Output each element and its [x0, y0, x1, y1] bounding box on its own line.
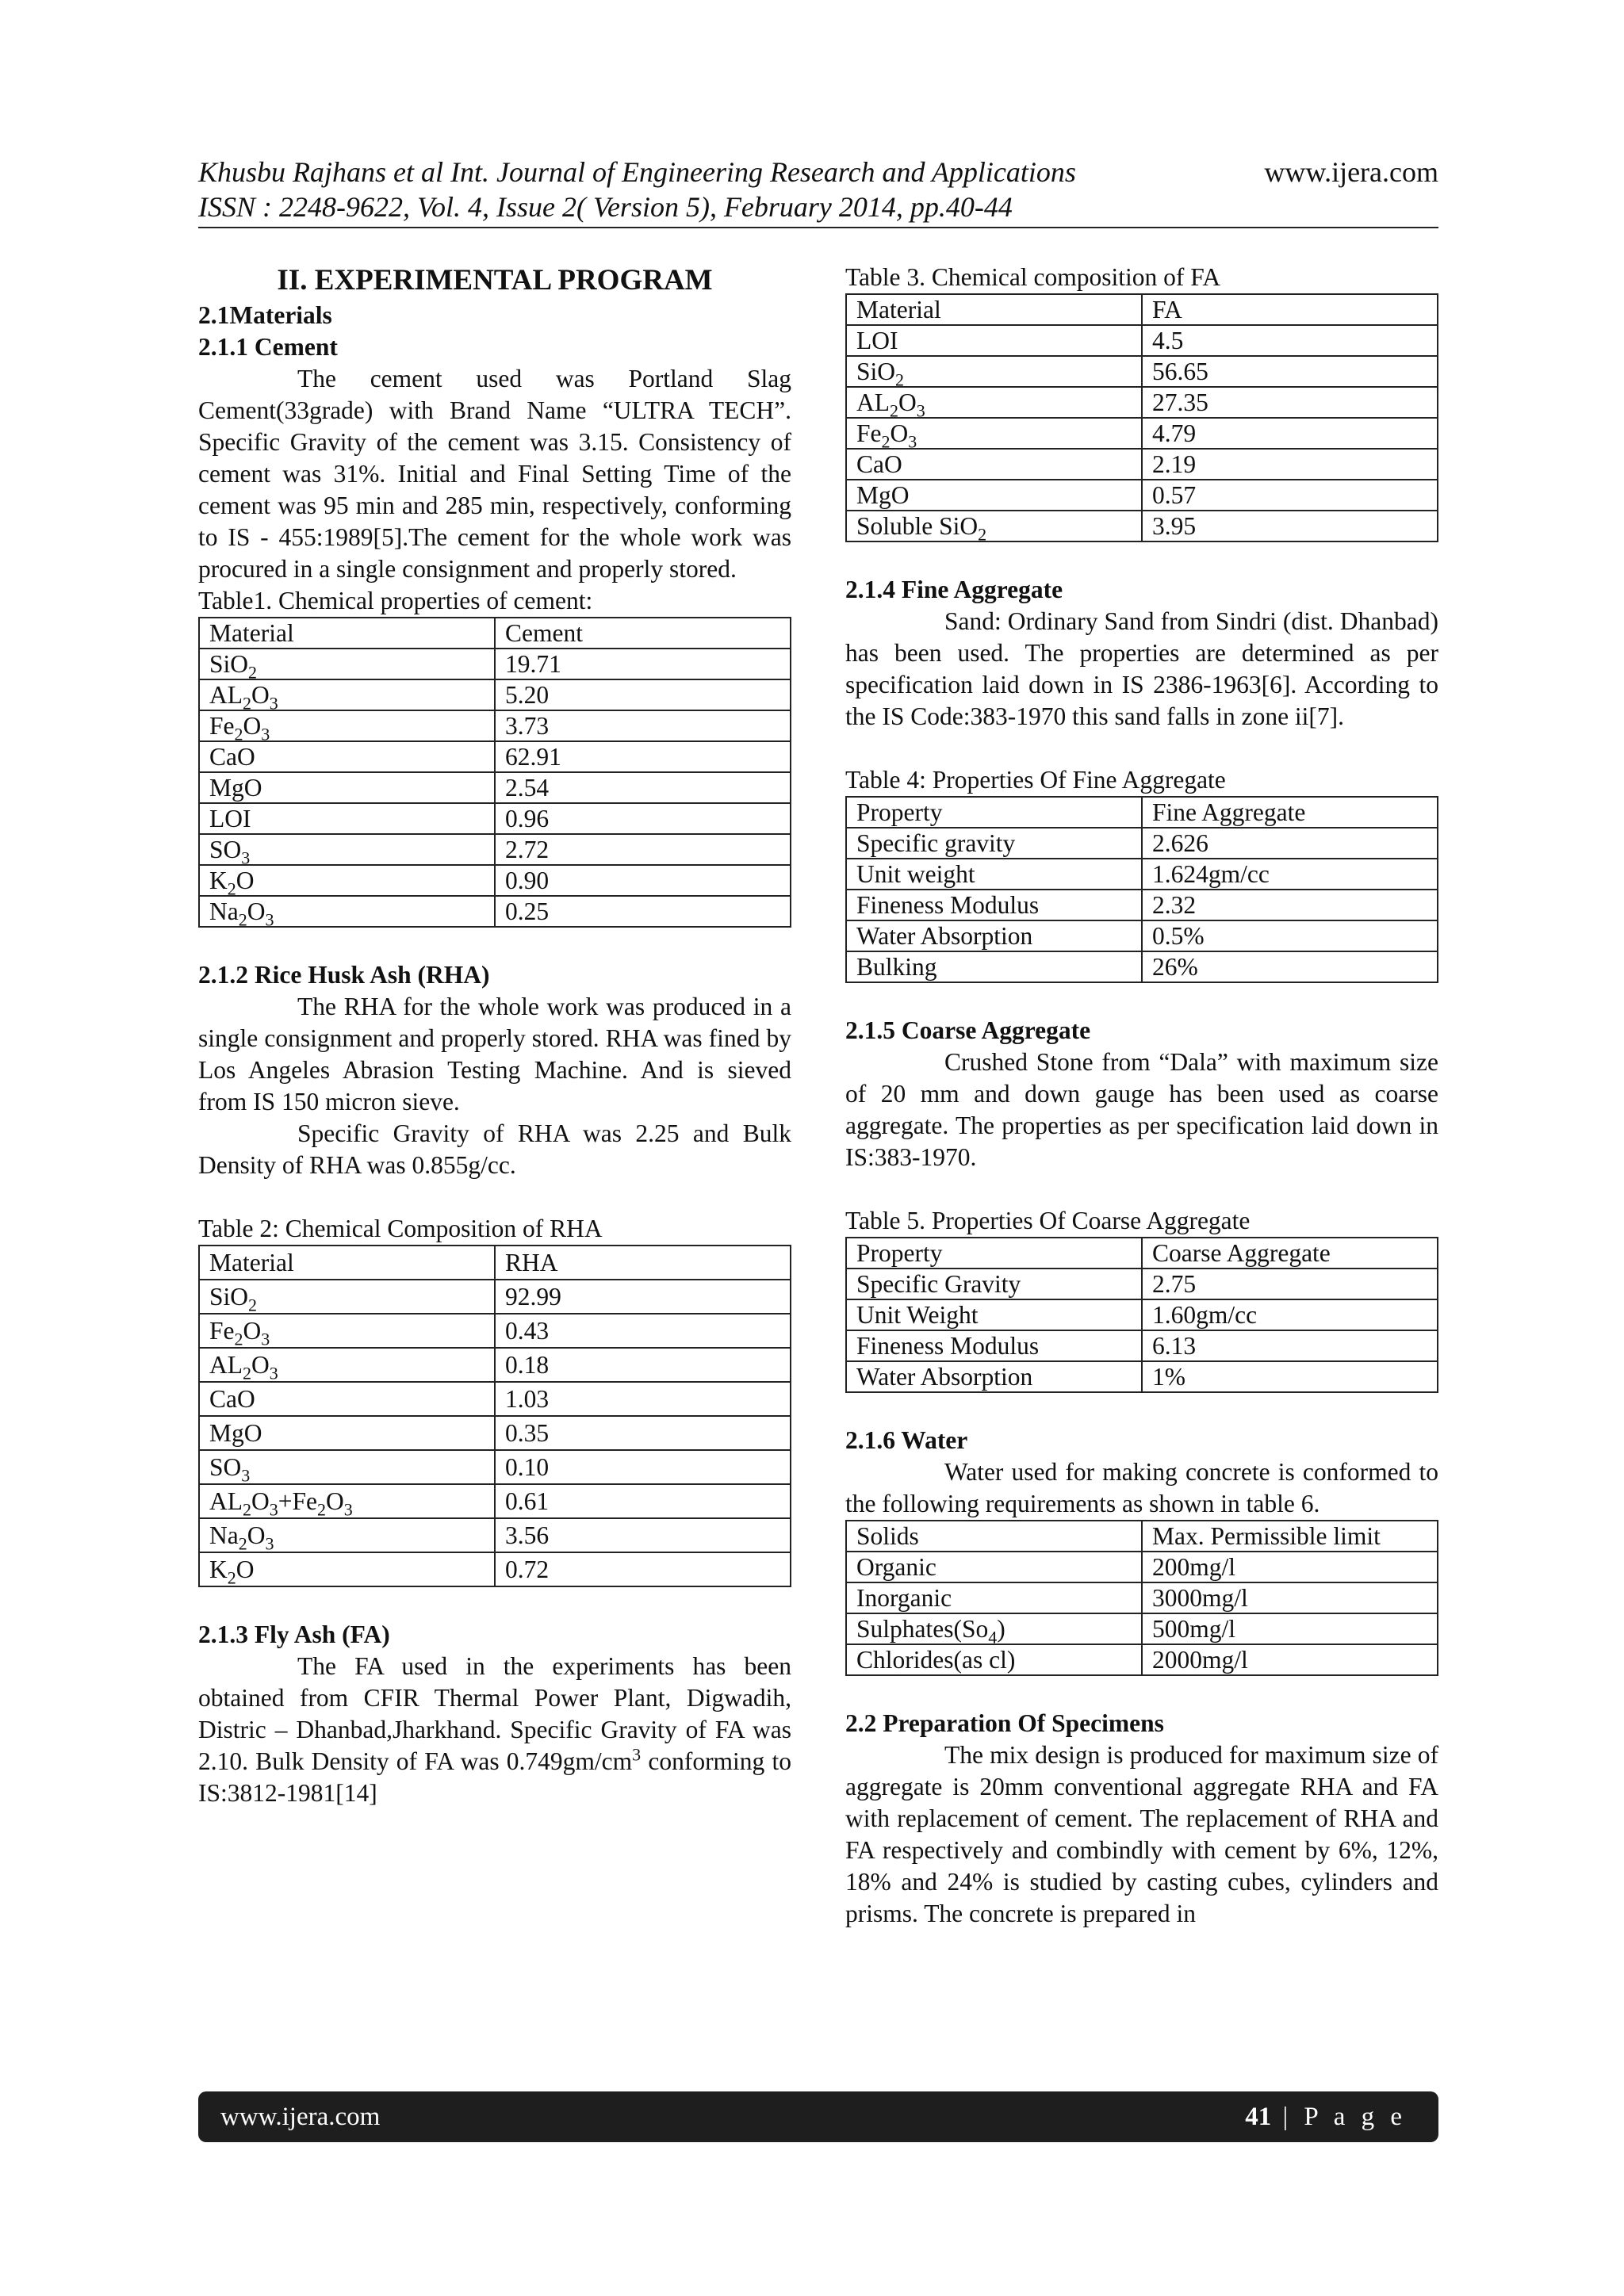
table-row	[199, 1348, 791, 1382]
table-cell-label: $AL_2O_3$	[846, 387, 1142, 418]
table-cell-value: FA	[1142, 294, 1438, 325]
table-cell-label: LOI	[199, 803, 495, 834]
table-row	[846, 1644, 1438, 1675]
cement-paragraph: The cement used was Portland Slag Cement(33grade) with Brand Name “ULTRA TECH”. Specific Gravity of the cement was 3.15. Consistency of cement was 31%. Initial and Final Setting Time of the cement was 95 min and 285 min, respectively, conforming to IS - 455:1989[5].The cement for the whole work was procured in a single consignment and properly stored.	[198, 365, 791, 583]
table-cell-value: 5.20	[495, 679, 791, 710]
table-cell-label: $Na_2O_3$	[199, 1518, 495, 1552]
table-cell-label: Soluble SiO$_2$	[846, 511, 1142, 541]
table-row	[846, 511, 1438, 541]
table-cell-value: 0.5%	[1142, 920, 1438, 951]
table-cell-value: 200mg/l	[1142, 1552, 1438, 1582]
table-cell-label: Bulking	[846, 951, 1142, 982]
table-cell-label: Fineness Modulus	[846, 890, 1142, 920]
table-cell-value: 4.79	[1142, 418, 1438, 449]
table-row	[846, 356, 1438, 387]
table-cell-value: 1.03	[495, 1382, 791, 1416]
table-row	[846, 480, 1438, 511]
table-row	[846, 797, 1438, 828]
table-cell-label: Material	[199, 618, 495, 649]
table-cell-value: 4.5	[1142, 325, 1438, 356]
table-cell-label: $SO_3$	[199, 1450, 495, 1484]
table-cell-label: Material	[846, 294, 1142, 325]
table-cell-value: RHA	[495, 1246, 791, 1280]
table-cell-label: $Sulphates(So_4)$	[846, 1613, 1142, 1644]
table-cell-label: SiO$_2$	[199, 649, 495, 679]
table-row	[846, 1269, 1438, 1299]
table-cell-value: 92.99	[495, 1280, 791, 1314]
table-cell-value: 2.626	[1142, 828, 1438, 859]
cement-properties-table	[198, 617, 791, 928]
table-row	[846, 1238, 1438, 1269]
table-cell-label: $AL_2O_3$	[199, 1348, 495, 1382]
table-cell-label: CaO	[846, 449, 1142, 480]
table-cell-value: 0.35	[495, 1416, 791, 1450]
table-row	[846, 890, 1438, 920]
table-cell-value: Coarse Aggregate	[1142, 1238, 1438, 1269]
table-cell-value: 2.32	[1142, 890, 1438, 920]
table-row	[199, 649, 791, 679]
table-row	[846, 920, 1438, 951]
water-heading: 2.1.6 Water	[845, 1426, 968, 1454]
table-cell-value: 56.65	[1142, 356, 1438, 387]
table-row	[199, 1484, 791, 1518]
table-row	[846, 449, 1438, 480]
table-row	[199, 772, 791, 803]
table-row	[199, 834, 791, 865]
table-row	[846, 1330, 1438, 1361]
coarse-aggregate-table	[845, 1237, 1438, 1393]
table-row	[846, 387, 1438, 418]
footer-site-link[interactable]: www.ijera.com	[220, 2103, 381, 2131]
section-title: II. EXPERIMENTAL PROGRAM	[277, 264, 713, 297]
rha-composition-table	[198, 1245, 791, 1587]
water-paragraph: Water used for making concrete is conformed to the following requirements as shown in table 6.	[845, 1458, 1438, 1517]
rha-heading: 2.1.2 Rice Husk Ash (RHA)	[198, 961, 490, 989]
table-cell-value: 26%	[1142, 951, 1438, 982]
preparation-paragraph: The mix design is produced for maximum size of aggregate is 20mm conventional aggregate RHA and FA with replacement of cement. The replacement of RHA and FA respectively and combindly with cement by 6%, 12%, 18% and 24% is studied by casting cubes, cylinders and prisms. The concrete is prepared in	[845, 1741, 1438, 1927]
table4-caption: Table 4: Properties Of Fine Aggregate	[845, 766, 1226, 794]
table-row	[846, 1361, 1438, 1392]
table5-caption: Table 5. Properties Of Coarse Aggregate	[845, 1207, 1251, 1234]
coarse-aggregate-heading: 2.1.5 Coarse Aggregate	[845, 1016, 1091, 1044]
table-cell-label: $K_2O$	[199, 1552, 495, 1586]
table-row	[846, 828, 1438, 859]
materials-heading: 2.1Materials	[198, 301, 332, 329]
table-cell-value: 500mg/l	[1142, 1613, 1438, 1644]
table-row	[199, 1552, 791, 1586]
page-number: 41 | P a g e	[1245, 2103, 1407, 2131]
table-cell-value: 2.19	[1142, 449, 1438, 480]
table-row	[199, 1518, 791, 1552]
table-row	[199, 1450, 791, 1484]
table-row	[846, 1552, 1438, 1582]
table-cell-label: CaO	[199, 1382, 495, 1416]
table-cell-value: 0.72	[495, 1552, 791, 1586]
table-cell-value: 19.71	[495, 649, 791, 679]
table-cell-value: 0.25	[495, 896, 791, 927]
header-site-link[interactable]: www.ijera.com	[1264, 156, 1438, 188]
table-row	[199, 1246, 791, 1280]
table-row	[846, 951, 1438, 982]
table-cell-value: 27.35	[1142, 387, 1438, 418]
table-cell-label: Inorganic	[846, 1582, 1142, 1613]
preparation-heading: 2.2 Preparation Of Specimens	[845, 1709, 1164, 1737]
water-requirements-table	[845, 1520, 1438, 1676]
table-cell-value: 3.95	[1142, 511, 1438, 541]
table-cell-value: 3.73	[495, 710, 791, 741]
table-cell-value: 2000mg/l	[1142, 1644, 1438, 1675]
table-cell-label: Organic	[846, 1552, 1142, 1582]
table-cell-label: Solids	[846, 1521, 1142, 1552]
page-footer	[198, 2091, 1438, 2142]
table-cell-label: Specific gravity	[846, 828, 1142, 859]
table-cell-label: $AL_2O_3$	[199, 679, 495, 710]
table-cell-value: Fine Aggregate	[1142, 797, 1438, 828]
table-cell-value: 0.10	[495, 1450, 791, 1484]
table-row	[199, 803, 791, 834]
coarse-aggregate-paragraph: Crushed Stone from “Dala” with maximum size of 20 mm and down gauge has been used as coarse aggregate. The properties as per specification laid down in IS:383-1970.	[845, 1048, 1438, 1171]
table-row	[846, 1582, 1438, 1613]
left-column	[198, 262, 791, 1809]
table-cell-label: Water Absorption	[846, 1361, 1142, 1392]
table1-caption: Table1. Chemical properties of cement:	[198, 587, 593, 614]
table-cell-value: 1%	[1142, 1361, 1438, 1392]
table-cell-label: $Fe_2O_3$	[199, 710, 495, 741]
table-row	[199, 618, 791, 649]
table-row	[846, 418, 1438, 449]
fine-aggregate-table	[845, 796, 1438, 983]
table-cell-value: 2.54	[495, 772, 791, 803]
fine-aggregate-paragraph: Sand: Ordinary Sand from Sindri (dist. Dhanbad) has been used. The properties are determined as per specification laid down in IS 2386-1963[6]. According to the IS Code:383-1970 this sand falls in zone ii[7].	[845, 607, 1438, 730]
table-row	[846, 1613, 1438, 1644]
table-cell-value: 0.43	[495, 1314, 791, 1348]
table-cell-label: Water Absorption	[846, 920, 1142, 951]
table-row	[199, 1382, 791, 1416]
table-row	[199, 1416, 791, 1450]
table-row	[199, 896, 791, 927]
table-cell-label: $AL_2O_3+Fe_2O_3$	[199, 1484, 495, 1518]
table-row	[199, 741, 791, 772]
table-cell-value: Max. Permissible limit	[1142, 1521, 1438, 1552]
table-cell-label: LOI	[846, 325, 1142, 356]
header-divider	[198, 227, 1438, 228]
table-cell-label: Material	[199, 1246, 495, 1280]
table-cell-label: Chlorides(as cl)	[846, 1644, 1142, 1675]
rha-paragraph-1: The RHA for the whole work was produced in a single consignment and properly stored. RHA was fined by Los Angeles Abrasion Testing Machine. And is sieved from IS 150 micron sieve.	[198, 993, 791, 1115]
table-cell-value: 2.72	[495, 834, 791, 865]
table-cell-label: $K_2O$	[199, 865, 495, 896]
table-cell-value: Cement	[495, 618, 791, 649]
table-cell-value: 3.56	[495, 1518, 791, 1552]
header-issn-line: ISSN : 2248-9622, Vol. 4, Issue 2( Version 5), February 2014, pp.40-44	[198, 191, 1013, 223]
table-cell-value: 62.91	[495, 741, 791, 772]
table-cell-label: $Na_2O_3$	[199, 896, 495, 927]
table-cell-label: CaO	[199, 741, 495, 772]
table-cell-label: SiO$_2$	[846, 356, 1142, 387]
rha-paragraph-2: Specific Gravity of RHA was 2.25 and Bulk Density of RHA was 0.855g/cc.	[198, 1119, 791, 1179]
fa-composition-table	[845, 293, 1438, 542]
fly-ash-paragraph: The FA used in the experiments has been obtained from CFIR Thermal Power Plant, Digwadih, Distric – Dhanbad,Jharkhand. Specific Gravity of FA was 2.10. Bulk Density of FA was $0.749gm/cm^3$ conforming to IS:3812-1981[14]	[198, 1652, 791, 1807]
table-cell-label: Fineness Modulus	[846, 1330, 1142, 1361]
table-row	[846, 859, 1438, 890]
table-cell-value: 6.13	[1142, 1330, 1438, 1361]
table-row	[199, 865, 791, 896]
table-cell-label: Property	[846, 1238, 1142, 1269]
table-cell-label: Unit weight	[846, 859, 1142, 890]
fine-aggregate-heading: 2.1.4 Fine Aggregate	[845, 576, 1063, 603]
table-cell-label: MgO	[846, 480, 1142, 511]
table-cell-value: 0.18	[495, 1348, 791, 1382]
table-cell-value: 1.60gm/cc	[1142, 1299, 1438, 1330]
header-journal-line: Khusbu Rajhans et al Int. Journal of Engineering Research and Applications	[198, 156, 1076, 188]
table-row	[846, 325, 1438, 356]
table-cell-value: 1.624gm/cc	[1142, 859, 1438, 890]
table-cell-value: 0.57	[1142, 480, 1438, 511]
table-cell-label: MgO	[199, 1416, 495, 1450]
table-cell-label: Unit Weight	[846, 1299, 1142, 1330]
table-cell-label: $Fe_2O_3$	[199, 1314, 495, 1348]
table-cell-label: Specific Gravity	[846, 1269, 1142, 1299]
table-cell-value: 2.75	[1142, 1269, 1438, 1299]
table-cell-value: 0.96	[495, 803, 791, 834]
running-header	[198, 155, 1229, 224]
table-cell-label: $SO_3$	[199, 834, 495, 865]
table-cell-value: 0.90	[495, 865, 791, 896]
table-row	[199, 679, 791, 710]
table-row	[846, 294, 1438, 325]
table-cell-label: Property	[846, 797, 1142, 828]
table2-caption: Table 2: Chemical Composition of RHA	[198, 1215, 603, 1242]
table-cell-value: 0.61	[495, 1484, 791, 1518]
table-row	[199, 1314, 791, 1348]
table-cell-value: 3000mg/l	[1142, 1582, 1438, 1613]
table-cell-label: MgO	[199, 772, 495, 803]
table-cell-label: $Fe_2O_3$	[846, 418, 1142, 449]
table-cell-label: SiO$_2$	[199, 1280, 495, 1314]
table-row	[846, 1299, 1438, 1330]
table-row	[846, 1521, 1438, 1552]
right-column	[845, 262, 1438, 1930]
fly-ash-heading: 2.1.3 Fly Ash (FA)	[198, 1621, 390, 1648]
table-row	[199, 1280, 791, 1314]
table-row	[199, 710, 791, 741]
cement-heading: 2.1.1 Cement	[198, 333, 338, 361]
table3-caption: Table 3. Chemical composition of FA	[845, 263, 1221, 291]
